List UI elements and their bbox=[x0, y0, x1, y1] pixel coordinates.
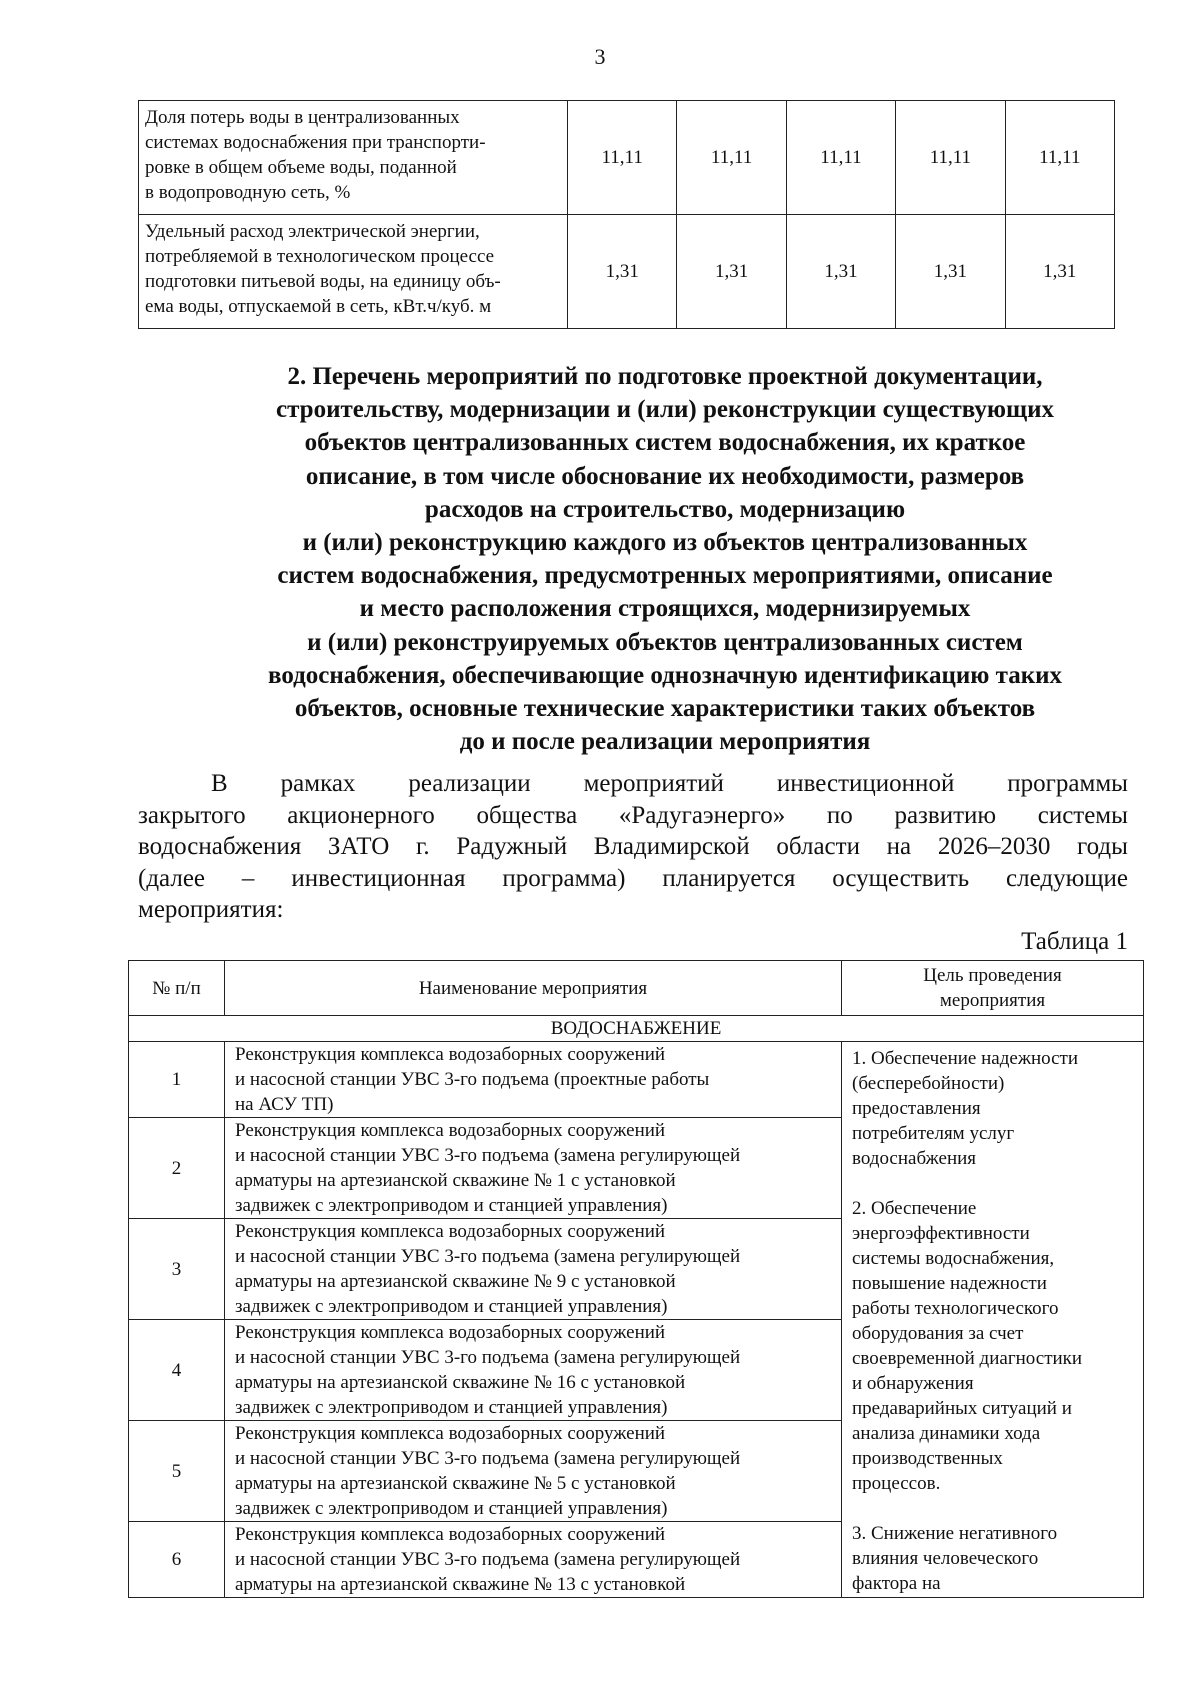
heading-line: описание, в том числе обоснование их необходимости, размеров bbox=[305, 462, 1025, 490]
activity-name-line: арматуры на артезианской скважине № 16 с установкой bbox=[235, 1372, 686, 1393]
goal-line: предаварийных ситуаций и bbox=[852, 1398, 1072, 1419]
indicator-label bbox=[139, 101, 568, 215]
paragraph-word: программа) bbox=[502, 864, 626, 892]
goal-line: анализа динамики хода bbox=[852, 1423, 1041, 1444]
goal-line: водоснабжения bbox=[852, 1148, 977, 1169]
page-number: 3 bbox=[594, 44, 606, 69]
activity-row bbox=[129, 1042, 1144, 1118]
section-heading bbox=[200, 360, 1130, 758]
paragraph-word: системы bbox=[1037, 801, 1128, 829]
paragraph-word: по bbox=[826, 801, 853, 829]
activity-number: 4 bbox=[129, 1320, 225, 1421]
header-goal-line: мероприятия bbox=[939, 990, 1046, 1011]
heading-line: и (или) реконструкцию каждого из объектов централизованных bbox=[302, 529, 1028, 557]
activity-name-line: арматуры на артезианской скважине № 13 с установкой bbox=[235, 1574, 686, 1595]
goal-line: предоставления bbox=[852, 1098, 981, 1119]
indicator-label-line: потребляемой в технологическом процессе bbox=[145, 246, 495, 267]
goal-line: 2. Обеспечение bbox=[852, 1198, 977, 1219]
paragraph-word: закрытого bbox=[138, 801, 246, 829]
indicator-value: 11,11 bbox=[896, 101, 1005, 215]
indicator-label-line: в водопроводную сеть, % bbox=[145, 182, 351, 203]
paragraph-word: общества bbox=[476, 801, 578, 829]
goal-paragraph bbox=[852, 1521, 1135, 1596]
activity-number: 3 bbox=[129, 1219, 225, 1320]
activity-name-line: Реконструкция комплекса водозаборных сооружений bbox=[235, 1221, 666, 1242]
paragraph-word: В bbox=[211, 770, 228, 797]
paragraph-word: области bbox=[776, 833, 860, 860]
heading-line: и место расположения строящихся, модернизируемых bbox=[359, 595, 971, 623]
indicator-value: 1,31 bbox=[568, 215, 677, 329]
indicator-value: 1,31 bbox=[786, 215, 895, 329]
activity-name bbox=[225, 1219, 842, 1320]
paragraph-word: (далее bbox=[138, 864, 206, 892]
paragraph-word: акционерного bbox=[287, 801, 435, 829]
activity-name bbox=[225, 1042, 842, 1118]
paragraph-word: следующие bbox=[1006, 864, 1128, 892]
activity-name-line: Реконструкция комплекса водозаборных сооружений bbox=[235, 1322, 666, 1343]
indicator-value: 11,11 bbox=[786, 101, 895, 215]
activity-name-line: и насосной станции УВС 3-го подъема (замена регулирующей bbox=[235, 1347, 741, 1368]
goal-line: и обнаружения bbox=[852, 1373, 974, 1394]
activity-name-line: задвижек с электроприводом и станцией управления) bbox=[235, 1296, 668, 1317]
activity-name-line: Реконструкция комплекса водозаборных сооружений bbox=[235, 1120, 666, 1141]
heading-line: водоснабжения, обеспечивающие однозначную идентификацию таких bbox=[267, 661, 1063, 689]
paragraph-word: 2026–2030 bbox=[937, 833, 1051, 860]
indicator-row bbox=[139, 215, 1115, 329]
paragraph-word: инвестиционная bbox=[291, 864, 466, 892]
indicator-label-line: Удельный расход электрической энергии, bbox=[145, 221, 480, 242]
indicator-value: 1,31 bbox=[677, 215, 786, 329]
paragraph-word: – bbox=[241, 864, 255, 892]
heading-line: строительству, модернизации и (или) реконструкции существующих bbox=[276, 396, 1054, 424]
indicator-row bbox=[139, 101, 1115, 215]
intro-paragraph bbox=[138, 768, 1128, 926]
paragraph-word: реализации bbox=[408, 770, 531, 797]
paragraph-word: планируется bbox=[662, 864, 796, 892]
paragraph-line bbox=[138, 800, 1128, 832]
indicator-value: 1,31 bbox=[896, 215, 1005, 329]
paragraph-word: водоснабжения bbox=[138, 833, 302, 860]
activity-name-line: и насосной станции УВС 3-го подъема (замена регулирующей bbox=[235, 1549, 741, 1570]
activity-name-line: и насосной станции УВС 3-го подъема (замена регулирующей bbox=[235, 1246, 741, 1267]
section-row-water-supply: ВОДОСНАБЖЕНИЕ bbox=[129, 1016, 1144, 1042]
indicator-label-line: ема воды, отпускаемой в сеть, кВт.ч/куб. м bbox=[145, 296, 492, 317]
heading-line: объектов централизованных систем водоснабжения, их краткое bbox=[304, 429, 1026, 457]
paragraph-word: ЗАТО bbox=[327, 833, 390, 860]
paragraph-word: развитию bbox=[894, 801, 997, 829]
header-num: № п/п bbox=[129, 961, 225, 1016]
goal-line: 3. Снижение негативного bbox=[852, 1523, 1058, 1544]
paragraph-line bbox=[138, 768, 1128, 800]
activity-number: 5 bbox=[129, 1421, 225, 1522]
activity-name-line: задвижек с электроприводом и станцией управления) bbox=[235, 1397, 668, 1418]
paragraph-word: программы bbox=[1007, 770, 1128, 797]
activity-name-line: арматуры на артезианской скважине № 5 с установкой bbox=[235, 1473, 676, 1494]
indicator-label-line: ровке в общем объеме воды, поданной bbox=[145, 157, 457, 178]
table-caption: Таблица 1 bbox=[1021, 928, 1128, 955]
paragraph-word: г. bbox=[416, 833, 430, 860]
goal-line: производственных bbox=[852, 1448, 1003, 1469]
activity-name bbox=[225, 1118, 842, 1219]
heading-line: и (или) реконструируемых объектов централизованных систем bbox=[307, 628, 1023, 656]
paragraph-word: мероприятий bbox=[583, 770, 724, 797]
heading-line: систем водоснабжения, предусмотренных мероприятиями, описание bbox=[277, 562, 1053, 590]
heading-line: расходов на строительство, модернизацию bbox=[424, 495, 906, 523]
activities-table bbox=[128, 960, 1144, 1598]
goal-line: работы технологического bbox=[852, 1298, 1059, 1319]
activity-name-line: на АСУ ТП) bbox=[235, 1094, 334, 1115]
goal-paragraph bbox=[852, 1046, 1135, 1171]
indicator-label-line: подготовки питьевой воды, на единицу объ- bbox=[145, 271, 501, 292]
goal-line: повышение надежности bbox=[852, 1273, 1047, 1294]
paragraph-word: мероприятия: bbox=[138, 896, 284, 923]
paragraph-line bbox=[138, 831, 1128, 863]
activity-name-line: и насосной станции УВС 3-го подъема (замена регулирующей bbox=[235, 1145, 741, 1166]
paragraph-word: осуществить bbox=[832, 864, 970, 892]
goal-line: процессов. bbox=[852, 1473, 941, 1494]
indicator-label-line: системах водоснабжения при транспорти- bbox=[145, 132, 486, 153]
indicator-value: 1,31 bbox=[1005, 215, 1114, 329]
goal-line: энергоэффективности bbox=[852, 1223, 1030, 1244]
goal-line: своевременной диагностики bbox=[852, 1348, 1083, 1369]
paragraph-word: Владимирской bbox=[593, 833, 750, 860]
heading-line: объектов, основные технические характеристики таких объектов bbox=[294, 695, 1036, 723]
goal-paragraph bbox=[852, 1196, 1135, 1496]
activity-name-line: арматуры на артезианской скважине № 9 с установкой bbox=[235, 1271, 676, 1292]
goal-line: системы водоснабжения, bbox=[852, 1248, 1055, 1269]
indicator-label-line: Доля потерь воды в централизованных bbox=[145, 107, 460, 128]
header-name: Наименование мероприятия bbox=[225, 961, 842, 1016]
paragraph-word: «Радугаэнерго» bbox=[618, 801, 786, 829]
activity-name-line: Реконструкция комплекса водозаборных сооружений bbox=[235, 1423, 666, 1444]
paragraph-word: рамках bbox=[280, 770, 356, 797]
activity-goal bbox=[842, 1042, 1144, 1598]
paragraph-line bbox=[138, 894, 1128, 926]
indicator-value: 11,11 bbox=[1005, 101, 1114, 215]
activity-name-line: Реконструкция комплекса водозаборных сооружений bbox=[235, 1524, 666, 1545]
heading-line: до и после реализации мероприятия bbox=[459, 728, 871, 756]
activity-name-line: и насосной станции УВС 3-го подъема (замена регулирующей bbox=[235, 1448, 741, 1469]
goal-line: оборудования за счет bbox=[852, 1323, 1024, 1344]
heading-line: 2. Перечень мероприятий по подготовке проектной документации, bbox=[287, 363, 1043, 390]
activity-name-line: арматуры на артезианской скважине № 1 с установкой bbox=[235, 1170, 676, 1191]
activity-name bbox=[225, 1421, 842, 1522]
paragraph-word: инвестиционной bbox=[776, 770, 955, 797]
paragraph-word: на bbox=[886, 833, 912, 860]
activity-number: 1 bbox=[129, 1042, 225, 1118]
activity-number: 6 bbox=[129, 1522, 225, 1598]
activity-name-line: задвижек с электроприводом и станцией управления) bbox=[235, 1498, 668, 1519]
activity-name bbox=[225, 1320, 842, 1421]
goal-line: 1. Обеспечение надежности bbox=[852, 1048, 1078, 1069]
goal-line: влияния человеческого bbox=[852, 1548, 1039, 1569]
header-goal bbox=[842, 961, 1144, 1016]
indicator-value: 11,11 bbox=[677, 101, 786, 215]
activity-name-line: и насосной станции УВС 3-го подъема (проектные работы bbox=[235, 1069, 710, 1090]
indicators-table bbox=[138, 100, 1115, 329]
indicator-value: 11,11 bbox=[568, 101, 677, 215]
activity-name-line: Реконструкция комплекса водозаборных сооружений bbox=[235, 1044, 666, 1065]
goal-line: фактора на bbox=[852, 1573, 941, 1594]
header-goal-line: Цель проведения bbox=[923, 965, 1062, 986]
goal-line: потребителям услуг bbox=[852, 1123, 1015, 1144]
indicator-label bbox=[139, 215, 568, 329]
paragraph-word: годы bbox=[1077, 833, 1128, 860]
activity-number: 2 bbox=[129, 1118, 225, 1219]
paragraph-line bbox=[138, 863, 1128, 895]
activity-name-line: задвижек с электроприводом и станцией управления) bbox=[235, 1195, 668, 1216]
goal-line: (бесперебойности) bbox=[852, 1073, 1005, 1094]
activity-name bbox=[225, 1522, 842, 1598]
paragraph-word: Радужный bbox=[456, 833, 568, 860]
